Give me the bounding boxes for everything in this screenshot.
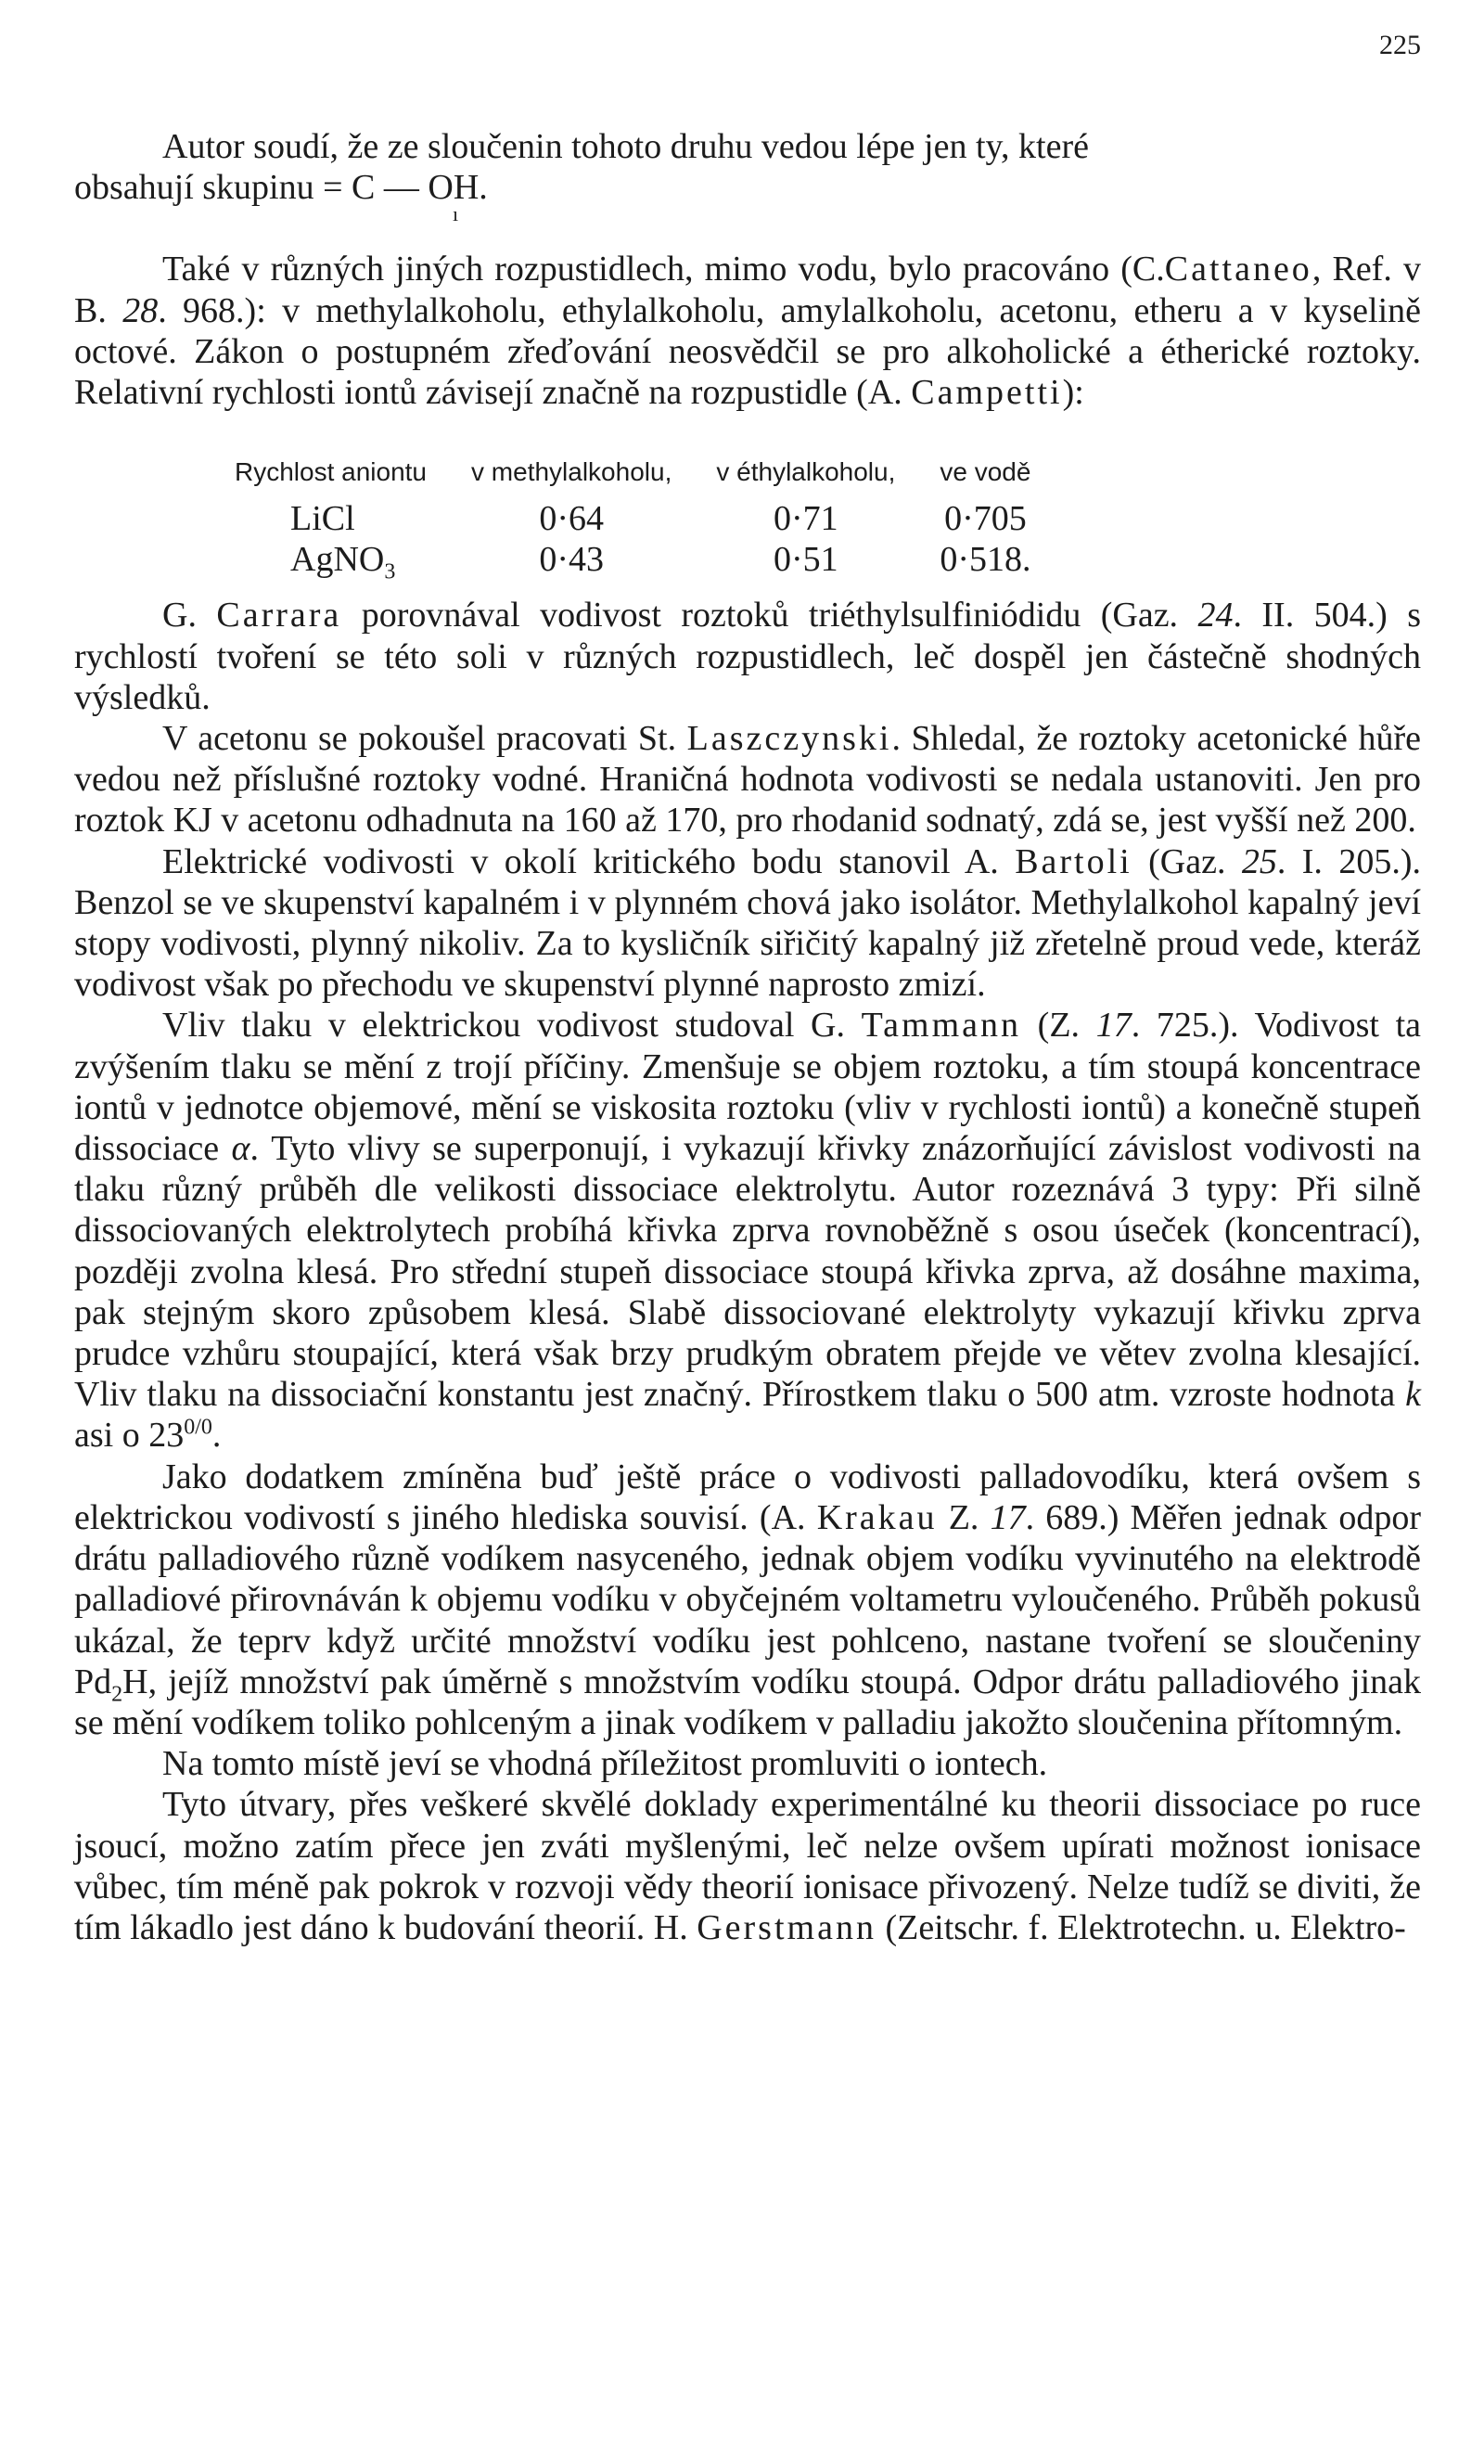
percent-sign: 0/0 bbox=[184, 1415, 212, 1440]
author-name: Gerstmann bbox=[697, 1907, 876, 1947]
value-cell: 0·518. bbox=[940, 540, 1031, 580]
text-run: Z. bbox=[937, 1497, 991, 1537]
paragraph-palladium bbox=[74, 1457, 1421, 1743]
text-run: . I. 205.). Benzol se ve skupenství kapalném i v plynném chová jako isolátor. Methylalkohol kapalný jeví stopy vodivosti, plynný nikoliv. Za to kysličník siřičitý kapalný již zřetelně proud vede, kteráž vodivost však po přechodu ve skupenství plynné naprosto zmizí. bbox=[74, 841, 1421, 1005]
salt-cell bbox=[235, 498, 471, 539]
text-run: . Tyto vlivy se superponují, i vykazují křivky znázorňující závislost vodivosti na tlaku různý průběh dle velikosti dissociace elektrolytu. Autor rozeznává 3 typy: Při silně dissociovaných elektrolytech probíhá křivka zprva rovnoběžně s osou úseček (koncentrací), později zvolna klesá. Pro střední stupeň dissociace stoupá křivka zprva, až dosáhne maxima, pak stejným skoro způsobem klesá. Slabě dissociované elektrolyty vykazují křivku zprva prudce vzhůru stoupající, která však brzy prudkým obratem přejde ve větev zvolna klesající. Vliv tlaku na dissociační konstantu jest značný. Přírostkem tlaku o 500 atm. vzroste hodnota bbox=[74, 1129, 1422, 1415]
value-cell: 0·705 bbox=[944, 499, 1027, 539]
table-gap bbox=[74, 413, 1421, 435]
text-run: Elektrické vodivosti v okolí kritického bodu stanovil A. bbox=[162, 841, 1016, 881]
text-run: . II. 504.) s rychlostí tvoření se této soli v různých rozpustidlech, leč dospěl jen částečně shodných výsledků. bbox=[74, 596, 1421, 717]
author-name: Campetti bbox=[911, 373, 1063, 413]
text-run: . 968.): v methylalkoholu, ethylalkoholu, amylalkoholu, acetonu, etheru a v kyselině octové. Zákon o postupném zřeďování neosvědčil se pro alkoholické a étherické roztoky. Relativní rychlosti iontů závisejí značně na rozpustidle (A. bbox=[74, 290, 1421, 413]
author-name: Tammann bbox=[861, 1006, 1022, 1046]
formula-text: obsahují skupinu = C — OH. bbox=[74, 168, 488, 208]
text-run: . 689.) Měřen jednak odpor drátu palladiového různě vodíkem nasyceného, jednak objem vodíku vyvinutého na elektrodě palladiové přirovnáván k objemu vodíku v obyčejném voltametru vyloučeného. Průběh pokusů ukázal, že teprv když určité množství vodíku jest pohlceno, nastane tvoření se sloučeniny Pd bbox=[74, 1497, 1421, 1701]
salt-subscript: 3 bbox=[384, 560, 396, 585]
table-row bbox=[235, 498, 1076, 539]
text-run: porovnával vodivost roztoků triéthylsulfiniódidu (Gaz. bbox=[341, 596, 1198, 635]
text-run: asi o 23 bbox=[74, 1416, 185, 1456]
author-name: Cattaneo bbox=[1164, 250, 1312, 289]
salt-cell bbox=[235, 539, 471, 585]
column-header: v methylalkoholu, bbox=[471, 457, 672, 487]
author-name: Bartoli bbox=[1015, 841, 1132, 881]
text-run: Tyto útvary, přes veškeré skvělé doklady experimentálné ku theorii dissociace po ruce jsoucí, možno zatím přece jen zváti myšlenými, leč nelze ovšem upírati možnost ionisace vůbec, tím méně pak pokrok v rozvoji vědy theorií ionisace přivozený. Nelze tudíž se diviti, že tím lákadlo jest dáno k budování theorií. H. bbox=[74, 1785, 1421, 1947]
column-header: ve vodě bbox=[940, 457, 1031, 487]
volume-ref: 25 bbox=[1241, 841, 1277, 881]
volume-ref: 24 bbox=[1197, 596, 1234, 635]
text-run: (Gaz. bbox=[1132, 841, 1242, 881]
text-run: , Ref. v B. bbox=[74, 250, 1421, 330]
value-cell: 0·64 bbox=[539, 499, 605, 539]
body-text bbox=[74, 126, 1421, 1948]
text-run: . bbox=[211, 1416, 222, 1456]
value-cell: 0·51 bbox=[774, 540, 838, 580]
value-cell: 0·43 bbox=[539, 540, 605, 580]
text-run: . Shledal, že roztoky acetonické hůře vedou než příslušné roztoky vodné. Hraničná hodnota vodivosti se nedala ustanoviti. Jen pro roztok KJ v acetonu odhadnuta na 160 až 170, pro rhodanid sodnatý, zdá se, jest vyšší než 200. bbox=[74, 719, 1421, 841]
salt-formula: AgNO bbox=[290, 540, 385, 580]
paragraph-intro bbox=[74, 126, 1421, 226]
ion-rate-table bbox=[235, 452, 1076, 585]
text-run: Vliv tlaku v elektrickou vodivost studoval G. bbox=[162, 1006, 862, 1046]
paragraph-critical bbox=[74, 841, 1421, 1006]
volume-ref: 17 bbox=[990, 1497, 1026, 1537]
paragraph-carrara bbox=[74, 595, 1421, 718]
text-run: G. bbox=[162, 596, 217, 635]
volume-ref: 17 bbox=[1095, 1006, 1132, 1046]
alpha-symbol: α bbox=[231, 1129, 250, 1169]
text-run: . 725.). Vodivost ta zvýšením tlaku se mění z trojí příčiny. Zmenšuje se objem roztoku, a tím stoupá koncentrace iontů v jednotce objemové, mění se viskosita roztoku (vliv v rychlosti iontů) a konečně stupeň dissociace bbox=[74, 1006, 1421, 1169]
table-row bbox=[235, 539, 1076, 580]
salt-formula: LiCl bbox=[290, 499, 355, 539]
formula-subscript: 2 bbox=[111, 1682, 123, 1707]
author-name: Carrara bbox=[216, 596, 342, 635]
paragraph-solvents bbox=[74, 249, 1421, 413]
author-name: Krakau bbox=[816, 1497, 938, 1537]
paragraph-pressure bbox=[74, 1005, 1421, 1456]
volume-ref: 28 bbox=[122, 290, 159, 330]
text-run: Také v různých jiných rozpustidlech, mimo vodu, bylo pracováno (C. bbox=[162, 250, 1165, 289]
paragraph-theory bbox=[74, 1784, 1421, 1948]
author-name: Laszczynski bbox=[686, 719, 892, 759]
text-run: Jako dodatkem zmíněna buď ještě práce o vodivosti palladovodíku, která ovšem s elektrickou vodivostí s jiného hlediska souvisí. (A. bbox=[74, 1457, 1421, 1537]
intro-line-1: Autor soudí, že ze sloučenin tohoto druhu vedou lépe jen ty, které bbox=[162, 127, 1089, 166]
column-header: v éthylalkoholu, bbox=[716, 457, 896, 487]
single-bond-mark: ı bbox=[453, 202, 459, 226]
paragraph-acetone bbox=[74, 718, 1421, 841]
text-run: (Z. bbox=[1021, 1006, 1096, 1046]
text-run: V acetonu se pokoušel pracovati St. bbox=[162, 719, 687, 759]
value-cell: 0·71 bbox=[774, 499, 838, 539]
text-run: H, jejíž množství pak úměrně s množstvím vodíku stoupá. Odpor drátu palladiového jinak se mění vodíkem toliko pohlceným a jinak vodíkem v palladiu jakožto sloučenina přítomným. bbox=[74, 1662, 1421, 1742]
text-run: (Zeitschr. f. Elektrotechn. u. Elektro- bbox=[876, 1907, 1406, 1947]
column-header: Rychlost aniontu bbox=[235, 457, 428, 487]
k-symbol: k bbox=[1405, 1375, 1421, 1415]
paragraph-ions: Na tomto místě jeví se vhodná příležitost promluviti o iontech. bbox=[162, 1744, 1048, 1784]
text-run: ): bbox=[1062, 373, 1084, 413]
page-number: 225 bbox=[1379, 30, 1421, 60]
intro-line-2 bbox=[74, 167, 1421, 226]
paragraph-gap bbox=[74, 208, 1421, 249]
table-header-row bbox=[235, 452, 1076, 498]
